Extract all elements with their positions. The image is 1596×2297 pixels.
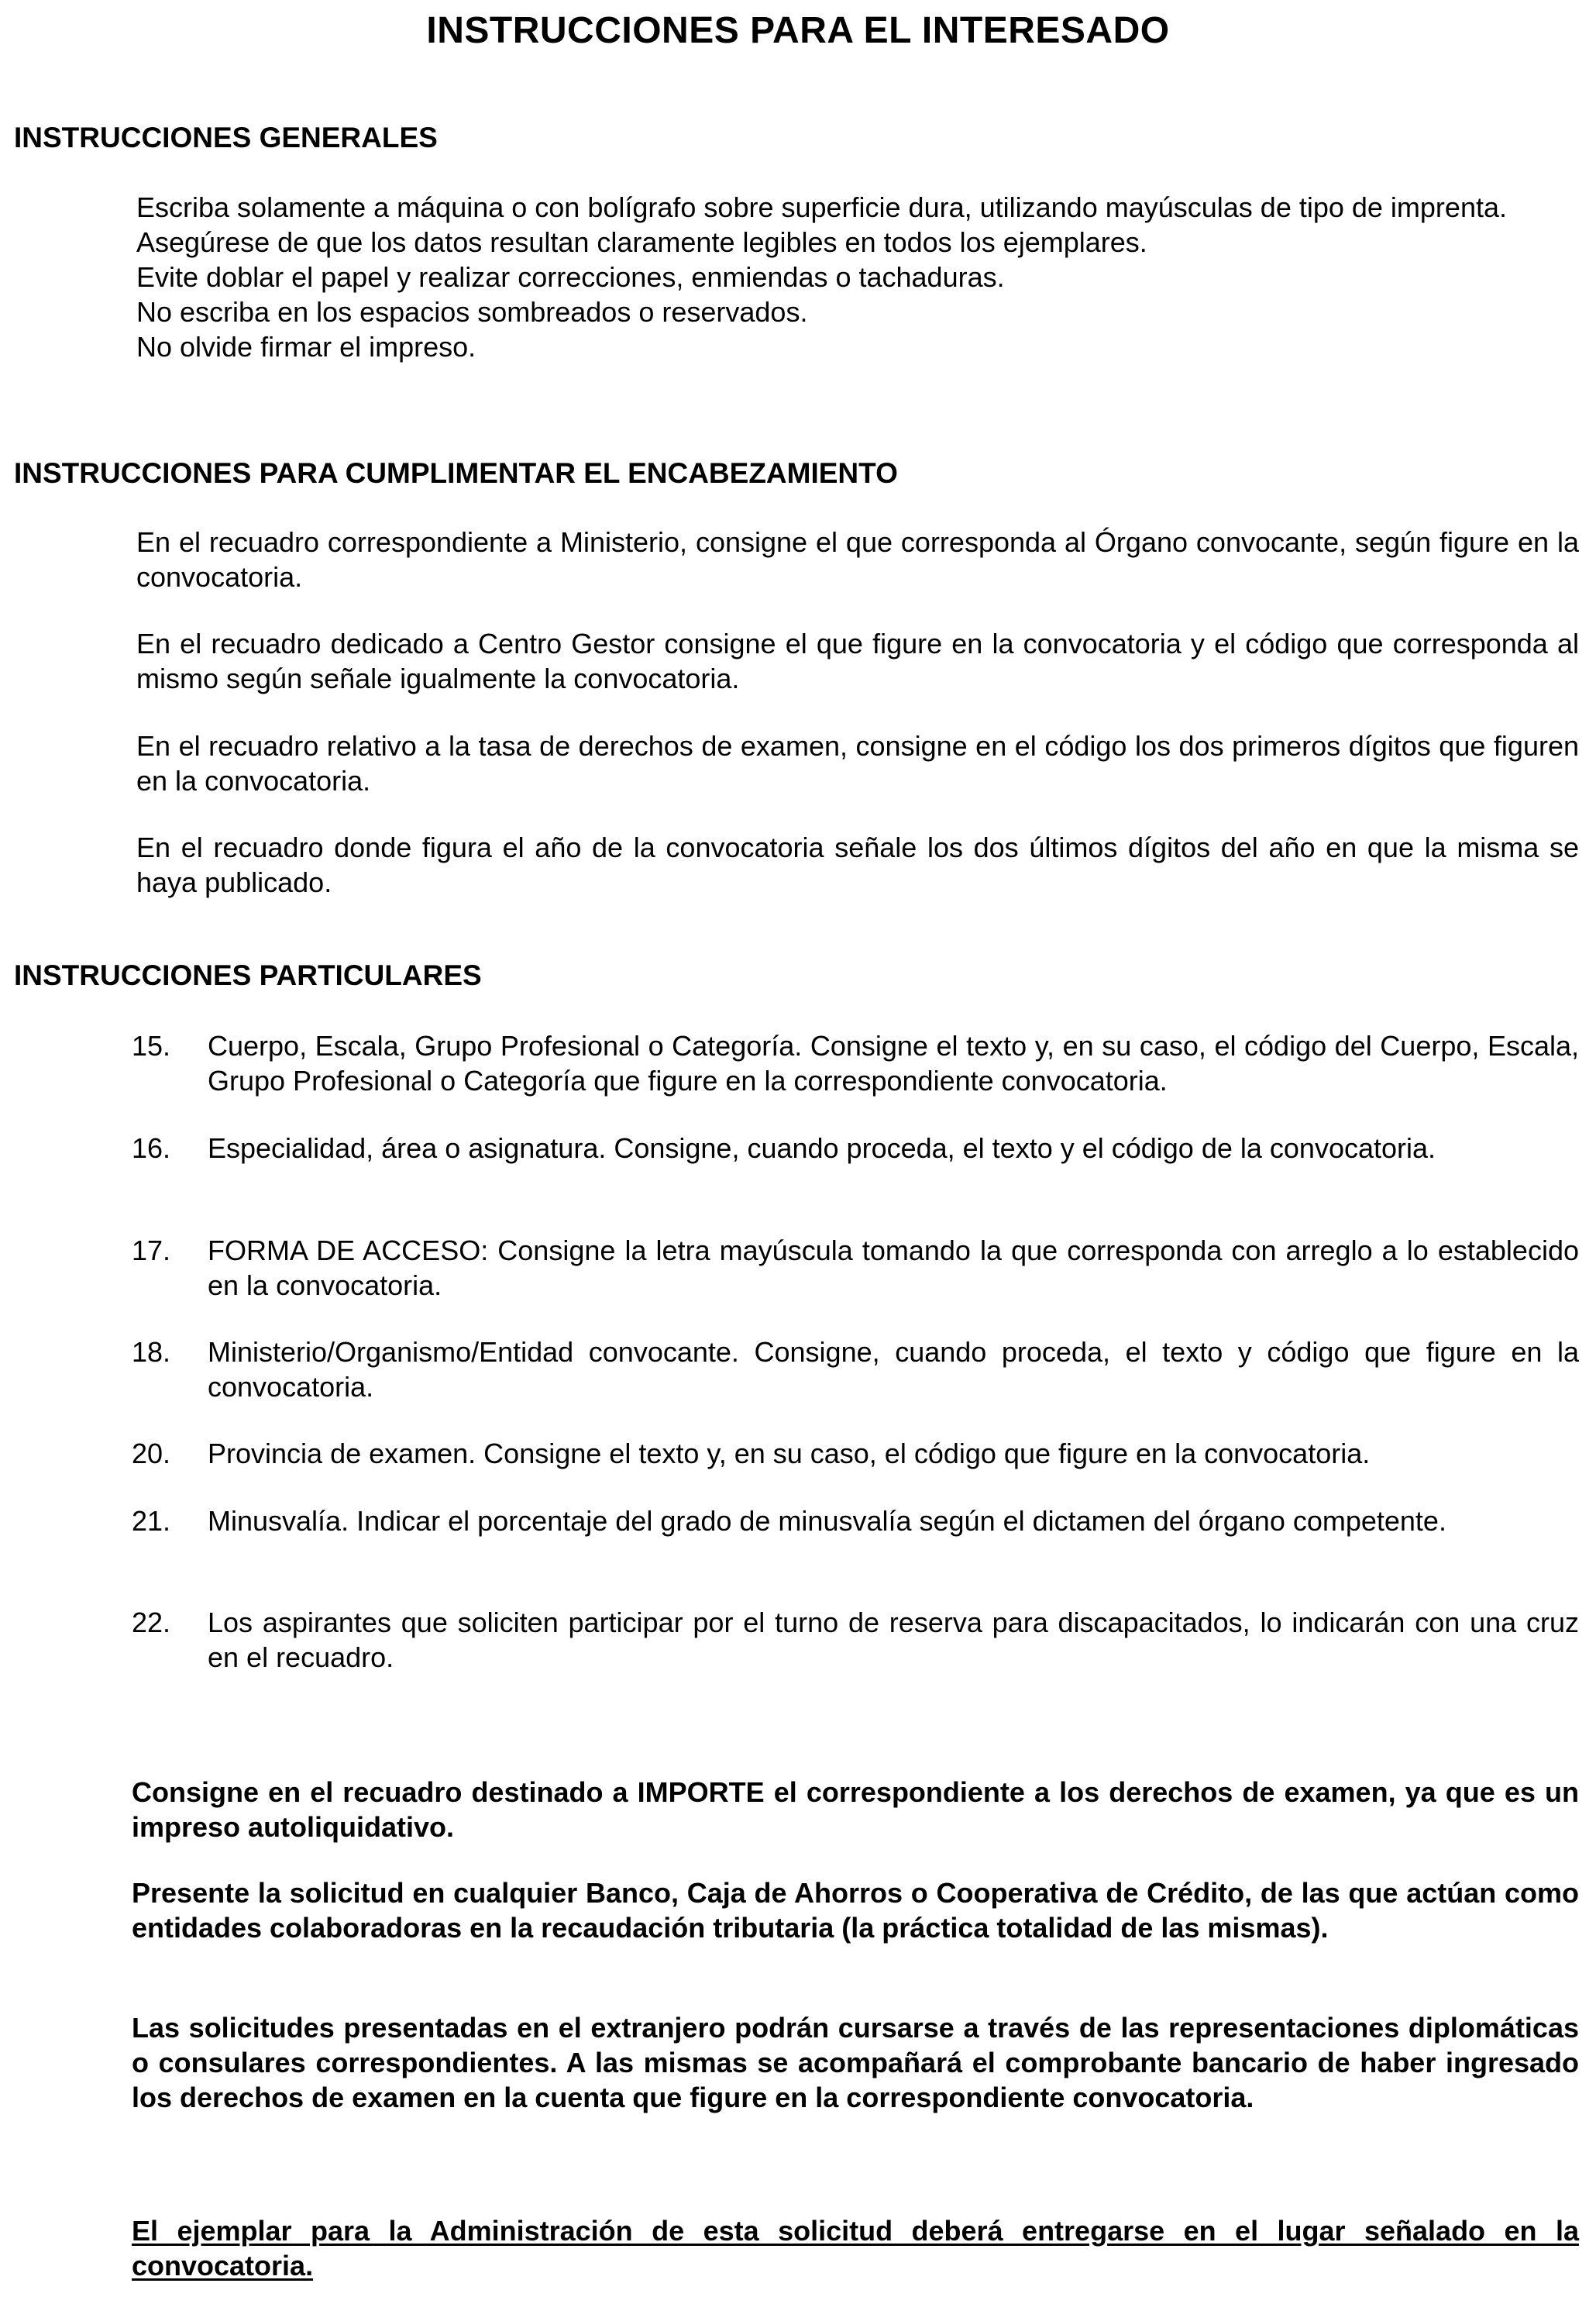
- encabezamiento-paragraph: En el recuadro relativo a la tasa de derechos de examen, consigne en el código los dos primeros dígitos que figuren en la convocatoria.: [136, 730, 1579, 797]
- generales-line: Asegúrese de que los datos resultan claramente legibles en todos los ejemplares.: [136, 226, 1147, 258]
- list-item: [132, 1334, 1579, 1404]
- list-item-text: Minusvalía. Indicar el porcentaje del grado de minusvalía según el dictamen del órgano competente.: [208, 1505, 1446, 1537]
- list-item-text: Los aspirantes que soliciten participar por el turno de reserva para discapacitados, lo indicarán con una cruz en el recuadro.: [208, 1607, 1579, 1673]
- list-item-number: 20.: [132, 1438, 171, 1469]
- list-item-number: 21.: [132, 1505, 171, 1537]
- note-paragraph: Consigne en el recuadro destinado a IMPORTE el correspondiente a los derechos de examen, ya que es un impreso autoliquidativo.: [132, 1776, 1579, 1843]
- list-item-number: 16.: [132, 1132, 171, 1164]
- encabezamiento-paragraph: En el recuadro correspondiente a Ministerio, consigne el que corresponda al Órgano convocante, según figure en la convocatoria.: [136, 526, 1579, 593]
- generales-block: [136, 190, 1579, 364]
- list-item-text: Especialidad, área o asignatura. Consigne, cuando proceda, el texto y el código de la convocatoria.: [208, 1132, 1436, 1164]
- generales-line: Evite doblar el papel y realizar correcciones, enmiendas o tachaduras.: [136, 261, 1005, 293]
- list-item: [132, 1605, 1579, 1675]
- encabezamiento-paragraph: En el recuadro donde figura el año de la convocatoria señale los dos últimos dígitos del año en que la misma se haya publicado.: [136, 832, 1579, 898]
- list-item: [132, 1503, 1579, 1538]
- list-item-text: Ministerio/Organismo/Entidad convocante. Consigne, cuando proceda, el texto y código que figure en la convocatoria.: [208, 1336, 1579, 1403]
- list-item-number: 15.: [132, 1030, 171, 1062]
- list-item-number: 18.: [132, 1336, 171, 1368]
- encabezamiento-paragraph: En el recuadro dedicado a Centro Gestor consigne el que figure en la convocatoria y el código que corresponda al mismo según señale igualmente la convocatoria.: [136, 628, 1579, 694]
- generales-line: No escriba en los espacios sombreados o reservados.: [136, 296, 808, 328]
- section-heading-encabezamiento: INSTRUCCIONES PARA CUMPLIMENTAR EL ENCABEZAMIENTO: [14, 457, 898, 489]
- list-item: [132, 1233, 1579, 1303]
- section-heading-generales: INSTRUCCIONES GENERALES: [14, 122, 438, 153]
- list-item: [132, 1028, 1579, 1098]
- note-paragraph: Presente la solicitud en cualquier Banco, Caja de Ahorros o Cooperativa de Crédito, de las que actúan como entidades colaboradoras en la recaudación tributaria (la práctica totalidad de las mismas).: [132, 1877, 1579, 1944]
- list-item: [132, 1131, 1579, 1166]
- generales-line: Escriba solamente a máquina o con bolígrafo sobre superficie dura, utilizando mayúsculas de tipo de imprenta.: [136, 191, 1507, 223]
- final-note: El ejemplar para la Administración de esta solicitud deberá entregarse en el lugar señalado en la convocatoria.: [132, 2215, 1579, 2282]
- list-item-text: Cuerpo, Escala, Grupo Profesional o Categoría. Consigne el texto y, en su caso, el código del Cuerpo, Escala, Grupo Profesional o Categoría que figure en la correspondiente convocatoria.: [208, 1030, 1579, 1097]
- list-item-text: Provincia de examen. Consigne el texto y, en su caso, el código que figure en la convocatoria.: [208, 1438, 1371, 1469]
- section-heading-particulares: INSTRUCCIONES PARTICULARES: [14, 959, 482, 991]
- list-item-number: 17.: [132, 1235, 171, 1266]
- page-title: INSTRUCCIONES PARA EL INTERESADO: [426, 10, 1170, 51]
- list-item: [132, 1436, 1579, 1471]
- generales-line: No olvide firmar el impreso.: [136, 331, 476, 363]
- note-paragraph: Las solicitudes presentadas en el extranjero podrán cursarse a través de las representaciones diplomáticas o consulares correspondientes. A las mismas se acompañará el comprobante bancario de haber ingresado los derechos de examen en la cuenta que figure en la correspondiente convocatoria.: [132, 2012, 1579, 2113]
- list-item-text: FORMA DE ACCESO: Consigne la letra mayúscula tomando la que corresponda con arreglo a lo establecido en la convocatoria.: [208, 1235, 1579, 1301]
- list-item-number: 22.: [132, 1607, 171, 1638]
